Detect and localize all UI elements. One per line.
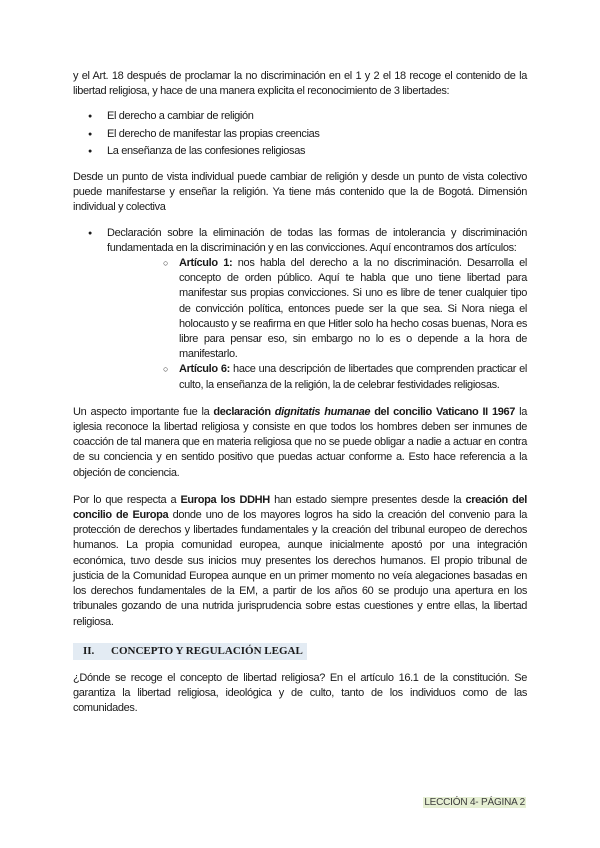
text-run: Un aspecto importante fue la <box>73 405 214 418</box>
italic-run: dignitatis humanae <box>274 405 371 418</box>
section-heading <box>73 643 307 660</box>
europa-paragraph <box>73 493 527 630</box>
freedom-item: ● La enseñanza de las confesiones religiosas <box>73 144 527 159</box>
article-label: Artículo 1: <box>179 257 233 270</box>
declaration-list <box>73 226 527 393</box>
text-run: Por lo que respecta a <box>73 493 181 506</box>
article-item <box>107 362 527 392</box>
section-number: II. <box>83 644 95 657</box>
article-text: hace una descripción de libertades que comprenden practicar el culto, la enseñanza de la religión, la de celebrar festividades religiosas. <box>179 363 528 391</box>
freedom-item: ● El derecho a cambiar de religión <box>73 109 527 124</box>
article-item <box>107 256 527 362</box>
bold-run: creación del concilio de Europa <box>73 493 527 522</box>
declaration-text: Declaración sobre la eliminación de todas las formas de intolerancia y discriminación fundamentada en la discriminación y en las convicciones. Aquí encontramos dos artículos: <box>107 226 527 254</box>
article-label: Artículo 6: <box>179 363 230 376</box>
vaticano-paragraph <box>73 405 527 481</box>
individual-paragraph: Desde un punto de vista individual puede cambiar de religión y desde un punto de vista colectivo puede manifestarse y enseñar la religión. Ya tiene más contenido que la de Bogotá. Dimensión individual y colectiva <box>73 171 527 214</box>
article-text: nos habla del derecho a la no discriminación. Desarrolla el concepto de orden público. Aquí te habla que uno tiene libertad para manifestar sus propias convicciones. Si uno es libre de tener cualquier tipo de convicción política, entonces puede ser la que sea. Si Nora niega el holocausto y se reafirma en que Hitler solo ha hecho cosas buenas, Nora es libre para pensar eso, sin embargo no lo es o depende a la hora de manifestarlo. <box>179 257 527 361</box>
section-title: CONCEPTO Y REGULACIÓN LEGAL <box>111 644 303 657</box>
page-body <box>73 69 527 717</box>
bold-run: Europa los DDHH <box>180 493 270 506</box>
bold-run: declaración <box>213 405 275 418</box>
text-run: donde uno de los mayores logros ha sido la creación del convenio para la protección de derechos y libertades fundamentales y la creación del tribunal europeo de derechos humanos. La propia comunidad europea, aunque inicialmente apostó por una integración económica, tuvo desde sus inicios muy presentes los derechos humanos. El propio tribunal de justicia de la Comunidad Europea aunque en un primer momento no veía alegaciones basadas en los derechos fundamentales de la EM, a partir de los años 60 se produjo una apertura en los tribunales gozando de una nutrida jurisprudencia sobre estas cuestiones y entre ellas, la libertad religiosa. <box>73 509 527 628</box>
intro-paragraph: y el Art. 18 después de proclamar la no discriminación en el 1 y 2 el 18 recoge el contenido de la libertad religiosa, y hace de una manera explicita el reconocimiento de 3 libertades: <box>73 70 527 98</box>
freedoms-list <box>73 109 527 159</box>
text-run: han estado siempre presentes desde la <box>269 493 466 506</box>
bold-run: del concilio Vaticano II 1967 <box>370 405 516 418</box>
declaration-item <box>73 226 527 393</box>
freedom-item: ● El derecho de manifestar las propias creencias <box>73 127 527 142</box>
concepto-paragraph: ¿Dónde se recoge el concepto de libertad religiosa? En el artículo 16.1 de la constitución. Se garantiza la libertad religiosa, ideológica y de culto, tanto de los individuos como de las comunidades. <box>73 671 527 715</box>
page-footer: LECCIÓN 4- PÁGINA 2 <box>424 797 525 808</box>
text-run: la iglesia reconoce la libertad religiosa y consiste en que todos los hombres deben ser inmunes de coacción de tal manera que en materia religiosa que no se puede obligar a nadie a actuar en contra de su conciencia y en sentido positivo que puedas actuar conforme a. Esto hace referencia a la objeción de conciencia. <box>73 405 527 479</box>
articles-list <box>107 256 527 393</box>
